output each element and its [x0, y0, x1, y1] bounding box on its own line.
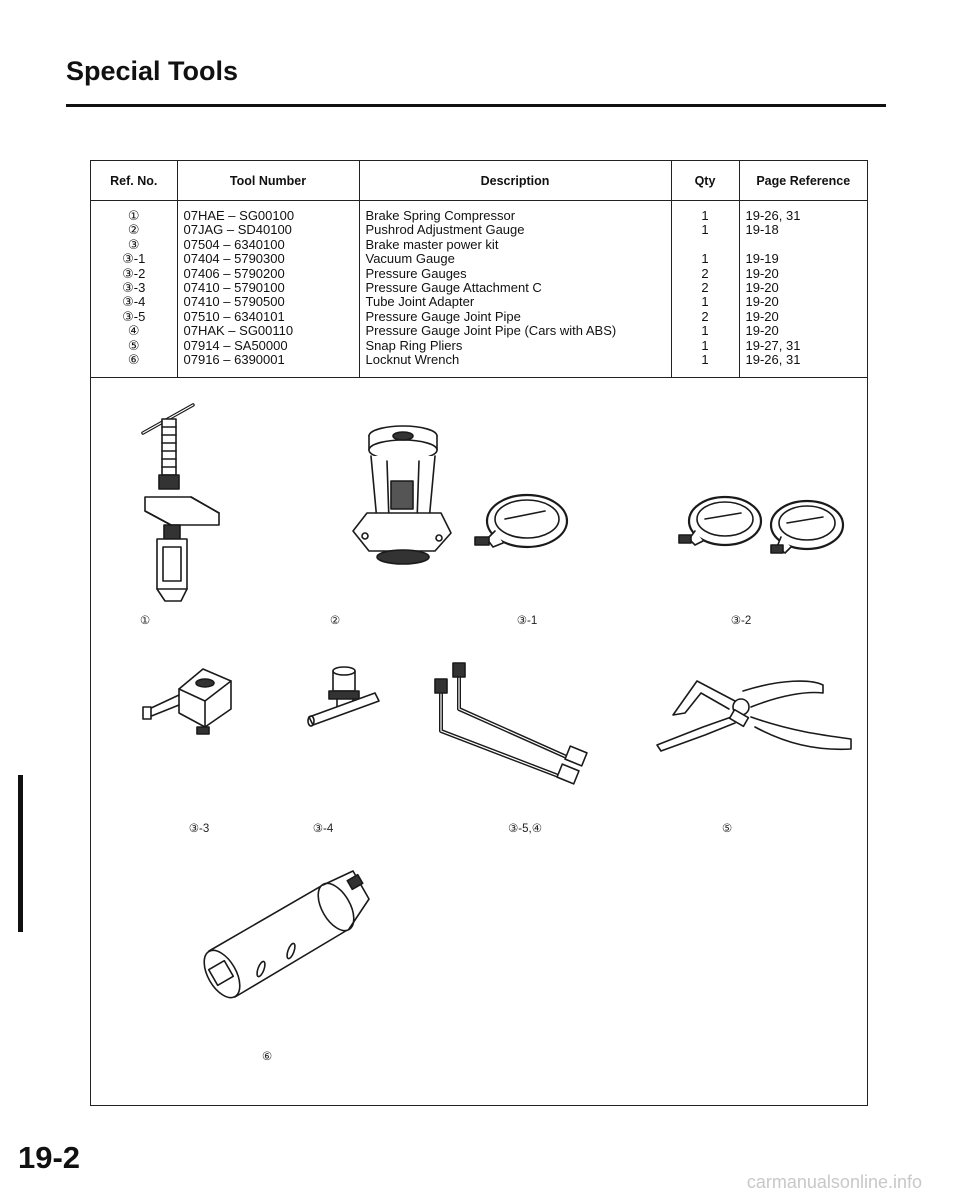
locknut-wrench-illustration [197, 871, 369, 1004]
table-cell-line: Pressure Gauge Joint Pipe [365, 308, 521, 324]
table-cell-line: 19-20 [745, 323, 779, 339]
snap-ring-pliers-illustration [657, 681, 851, 751]
figure-label: ③-1 [516, 615, 538, 627]
table-cell-line: 1 [701, 222, 709, 238]
figure-label: ③-2 [730, 615, 752, 627]
figure-label: ③-5,④ [507, 823, 543, 835]
table-cell-line: ④ [127, 323, 140, 339]
table-cell-line: 19-20 [745, 294, 779, 310]
title-rule [66, 104, 886, 107]
page-title: Special Tools [66, 56, 239, 86]
table-cell-line: 07HAE – SG00100 [183, 208, 295, 223]
tube-joint-adapter-illustration [308, 667, 379, 726]
table-cell-line: ⑥ [127, 352, 140, 368]
table-cell-line: Snap Ring Pliers [365, 337, 463, 353]
figure-label: ⑤ [721, 823, 733, 835]
header-ref-no: Ref. No. [91, 161, 177, 201]
margin-bar [18, 775, 23, 932]
table-cell-line: 07504 – 6340100 [183, 236, 285, 252]
header-qty: Qty [671, 161, 739, 201]
table-cell-line: 19-27, 31 [745, 337, 801, 353]
table-cell-line: 19-20 [745, 280, 779, 296]
table-cell-line: Brake Spring Compressor [365, 208, 516, 223]
gauge-attachment-illustration [143, 669, 231, 734]
table-cell-line: ③-5 [122, 308, 146, 324]
table-cell-line: 2 [701, 280, 709, 296]
table-cell-line: 07914 – SA50000 [183, 337, 288, 353]
table-cell-line: Locknut Wrench [365, 352, 460, 368]
table-cell-line: 1 [701, 323, 709, 339]
table-cell-line: 19-26, 31 [745, 352, 801, 368]
header-tool-number: Tool Number [177, 161, 359, 201]
table-cell-line: ⑤ [127, 337, 140, 353]
table-cell-line: 19-18 [745, 222, 779, 238]
pressure-gauges-illustration [679, 497, 843, 553]
table-cell-line: 19-26, 31 [745, 208, 801, 223]
table-cell-line: Pushrod Adjustment Gauge [365, 222, 525, 238]
table-cell-line: Tube Joint Adapter [365, 294, 475, 310]
header-page-reference: Page Reference [739, 161, 867, 201]
table-cell-line: 07404 – 5790300 [183, 251, 285, 267]
table-cell-line: 1 [701, 208, 709, 223]
table-cell-line: 19-19 [745, 251, 779, 267]
table-cell-line: 07410 – 5790100 [183, 280, 285, 296]
tool-illustrations [91, 161, 869, 1107]
figure-label: ③-4 [312, 823, 334, 835]
table-cell-line: 1 [701, 352, 709, 368]
table-cell-line: ③-1 [122, 251, 146, 267]
table-cell-line: Vacuum Gauge [365, 251, 455, 267]
table-cell-line: ③-3 [122, 280, 146, 296]
table-cell-line: Pressure Gauge Attachment C [365, 280, 542, 296]
watermark: carmanualsonline.info [746, 1172, 922, 1192]
page-number: 19-2 [18, 1140, 81, 1175]
table-cell-line: 07HAK – SG00110 [183, 323, 294, 339]
table-cell-line: 2 [701, 265, 709, 281]
table-cell-line: 2 [701, 308, 709, 324]
tools-panel [90, 160, 868, 1106]
table-cell-line: ③ [127, 236, 140, 252]
figure-label: ⑥ [261, 1051, 273, 1063]
table-cell-line: 07JAG – SD40100 [183, 222, 292, 238]
figure-label: ③-3 [188, 823, 210, 835]
table-cell-line: Pressure Gauge Joint Pipe (Cars with ABS) [365, 323, 617, 339]
table-cell-line: ① [127, 208, 140, 223]
joint-pipe-illustration [435, 663, 587, 784]
table-cell-line: ③-4 [122, 294, 146, 310]
table-cell-line: 07410 – 5790500 [183, 294, 285, 310]
table-cell-line: ② [127, 222, 140, 238]
brake-spring-compressor-illustration [143, 405, 219, 601]
table-cell-line: ③-2 [122, 265, 146, 281]
table-cell-line: 19-20 [745, 265, 779, 281]
figure-label: ① [139, 615, 151, 627]
table-cell-line: 19-20 [745, 308, 779, 324]
table-cell-line: Pressure Gauges [365, 265, 467, 281]
table-cell-line: 07510 – 6340101 [183, 308, 285, 324]
table-cell-line: Brake master power kit [365, 236, 499, 252]
table-cell-line: 1 [701, 294, 709, 310]
figure-label: ② [329, 615, 341, 627]
pushrod-adjustment-gauge-illustration [353, 426, 451, 564]
table-cell-line: 07916 – 6390001 [183, 352, 285, 368]
table-cell-line: 1 [701, 251, 709, 267]
vacuum-gauge-illustration [475, 495, 567, 547]
header-description: Description [359, 161, 671, 201]
table-cell-line: 1 [701, 337, 709, 353]
table-cell-line: 07406 – 5790200 [183, 265, 285, 281]
